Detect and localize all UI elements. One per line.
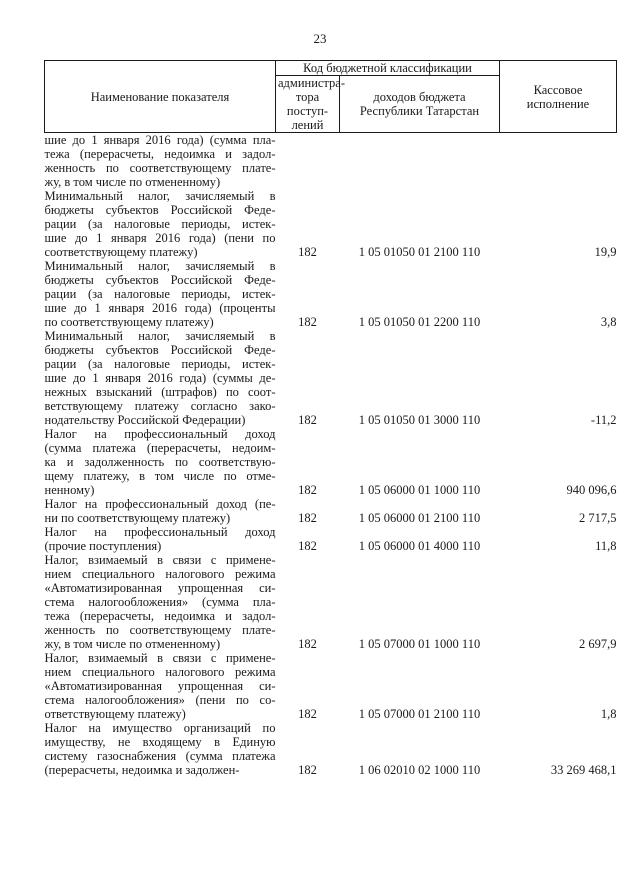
header-budget-income (340, 76, 500, 133)
indicator-name-line: «Автоматизированная упрощенная си- (44, 581, 276, 595)
indicator-name-line: нежных взысканий (штрафов) по соот- (44, 385, 276, 399)
indicator-name-line: шие до 1 января 2016 года) (проценты (44, 301, 276, 315)
header-amount-line: Кассовое (533, 82, 583, 97)
indicator-name-line: рации (за налоговые периоды, истек- (44, 287, 276, 301)
indicator-name-line: нием специального налогового режима (44, 665, 276, 679)
header-income-line: доходов бюджета (373, 90, 466, 104)
budget-execution-table (44, 60, 617, 777)
indicator-name-line: (прочие поступления) (44, 539, 162, 553)
indicator-name-line: бюджеты субъектов Российской Феде- (44, 273, 276, 287)
indicator-name-cell (45, 721, 276, 777)
indicator-name-line: рации (за налоговые периоды, истек- (44, 217, 276, 231)
budget-income-code-cell: 1 06 02010 02 1000 110 (358, 763, 481, 777)
cash-execution-cell (500, 133, 617, 190)
indicator-name-line: систему газоснабжения (сумма платежа (44, 749, 276, 763)
indicator-name-line: женность по соответствующему плате- (44, 161, 276, 175)
budget-income-code-cell (340, 133, 500, 190)
header-admin-line: тора поступ- (286, 90, 329, 118)
indicator-name-line: Минимальный налог, зачисляемый в (44, 259, 276, 273)
cash-execution-cell: 33 269 468,1 (550, 763, 617, 777)
indicator-name-line: жу, в том числе по отмененному) (44, 175, 221, 189)
indicator-name-cell (45, 259, 276, 329)
header-amount-line: исполнение (526, 96, 590, 111)
indicator-name-line: женность по соответствующему плате- (44, 623, 276, 637)
header-cash-execution (500, 61, 617, 133)
indicator-name-cell (45, 133, 276, 190)
indicator-name-line: стема налогообложения» (пени по со- (44, 693, 276, 707)
indicator-name-line: Минимальный налог, зачисляемый в (44, 189, 276, 203)
administrator-code-cell: 182 (298, 637, 317, 651)
administrator-code-cell: 182 (298, 511, 317, 525)
indicator-name-line: шие до 1 января 2016 года) (сумма пла- (44, 133, 276, 147)
indicator-name-line: Налог на имущество организаций по (44, 721, 276, 735)
indicator-name-cell (45, 525, 276, 553)
indicator-name-line: (сумма платежа (перерасчеты, недоим- (44, 441, 276, 455)
administrator-code-cell: 182 (298, 245, 317, 259)
indicator-name-line: стема налогообложения» (сумма пла- (44, 595, 276, 609)
table-row (45, 553, 617, 651)
indicator-name-line: Налог, взимаемый в связи с примене- (44, 553, 276, 567)
cash-execution-cell: 2 697,9 (579, 637, 617, 651)
indicator-name-line: ни по соответствующему платежу) (44, 511, 231, 525)
indicator-name-cell (45, 427, 276, 497)
budget-income-code-cell: 1 05 07000 01 2100 110 (358, 707, 481, 721)
administrator-code-cell (276, 133, 340, 190)
header-income-line: Республики Татарстан (359, 104, 480, 118)
indicator-name-cell (45, 329, 276, 427)
indicator-name-line: щему платежу, в том числе по отме- (44, 469, 276, 483)
administrator-code-cell: 182 (298, 413, 317, 427)
indicator-name-line: шие до 1 января 2016 года) (суммы де- (44, 371, 276, 385)
header-classification-code: Код бюджетной классификации (276, 61, 500, 76)
cash-execution-cell: 3,8 (600, 315, 617, 329)
cash-execution-cell: 940 096,6 (566, 483, 617, 497)
table-header (45, 61, 617, 133)
budget-income-code-cell: 1 05 06000 01 4000 110 (358, 539, 481, 553)
indicator-name-line: Налог, взимаемый в связи с примене- (44, 651, 276, 665)
header-admin-line: администра- (278, 76, 346, 90)
cash-execution-cell: -11,2 (590, 413, 617, 427)
header-indicator-name: Наименование показателя (45, 61, 276, 133)
budget-income-code-cell: 1 05 01050 01 2100 110 (358, 245, 481, 259)
cash-execution-cell: 19,9 (594, 245, 617, 259)
indicator-name-line: (перерасчеты, недоимка и задолжен- (44, 763, 240, 777)
administrator-code-cell: 182 (298, 483, 317, 497)
table-row (45, 329, 617, 427)
indicator-name-cell (45, 189, 276, 259)
indicator-name-line: «Автоматизированная упрощенная си- (44, 679, 276, 693)
indicator-name-line: рации (за налоговые периоды, истек- (44, 357, 276, 371)
cash-execution-cell: 2 717,5 (579, 511, 617, 525)
table-row (45, 651, 617, 721)
cash-execution-cell: 1,8 (600, 707, 617, 721)
indicator-name-line: Минимальный налог, зачисляемый в (44, 329, 276, 343)
administrator-code-cell: 182 (298, 315, 317, 329)
indicator-name-line: Налог на профессиональный доход (44, 427, 276, 441)
table-row (45, 189, 617, 259)
budget-income-code-cell: 1 05 01050 01 3000 110 (358, 413, 481, 427)
indicator-name-line: бюджеты субъектов Российской Феде- (44, 343, 276, 357)
indicator-name-line: имуществу, не входящему в Единую (44, 735, 276, 749)
cash-execution-cell: 11,8 (595, 539, 617, 553)
indicator-name-cell (45, 497, 276, 525)
page-number: 23 (313, 31, 327, 46)
indicator-name-cell (45, 553, 276, 651)
indicator-name-line: по соответствующему платежу) (44, 315, 214, 329)
indicator-name-line: тежа (перерасчеты, недоимка и задол- (44, 609, 276, 623)
table-body (45, 133, 617, 778)
indicator-name-line: ветствующему платежу согласно зако- (44, 399, 276, 413)
indicator-name-line: соответствующему платежу) (44, 245, 198, 259)
administrator-code-cell: 182 (298, 763, 317, 777)
indicator-name-line: нием специального налогового режима (44, 567, 276, 581)
table-row (45, 133, 617, 190)
table-row (45, 259, 617, 329)
indicator-name-line: ответствующему платежу) (44, 707, 186, 721)
budget-income-code-cell: 1 05 06000 01 2100 110 (358, 511, 481, 525)
budget-income-code-cell: 1 05 07000 01 1000 110 (358, 637, 481, 651)
indicator-name-line: Налог на профессиональный доход (44, 525, 276, 539)
indicator-name-line: нодательству Российской Федерации) (44, 413, 246, 427)
table-row (45, 427, 617, 497)
header-administrator (276, 76, 346, 133)
table-row (45, 721, 617, 777)
administrator-code-cell: 182 (298, 539, 317, 553)
indicator-name-line: ка и задолженность по соответствую- (44, 455, 276, 469)
administrator-code-cell: 182 (298, 707, 317, 721)
indicator-name-line: Налог на профессиональный доход (пе- (44, 497, 276, 511)
table-row (45, 525, 617, 553)
indicator-name-line: тежа (перерасчеты, недоимка и задол- (44, 147, 276, 161)
indicator-name-line: бюджеты субъектов Российской Феде- (44, 203, 276, 217)
indicator-name-line: шие до 1 января 2016 года) (пени по (44, 231, 276, 245)
header-admin-line: лений (291, 118, 324, 132)
indicator-name-line: ненному) (44, 483, 95, 497)
indicator-name-cell (45, 651, 276, 721)
table-row (45, 497, 617, 525)
indicator-name-line: жу, в том числе по отмененному) (44, 637, 221, 651)
budget-income-code-cell: 1 05 01050 01 2200 110 (358, 315, 481, 329)
budget-income-code-cell: 1 05 06000 01 1000 110 (358, 483, 481, 497)
